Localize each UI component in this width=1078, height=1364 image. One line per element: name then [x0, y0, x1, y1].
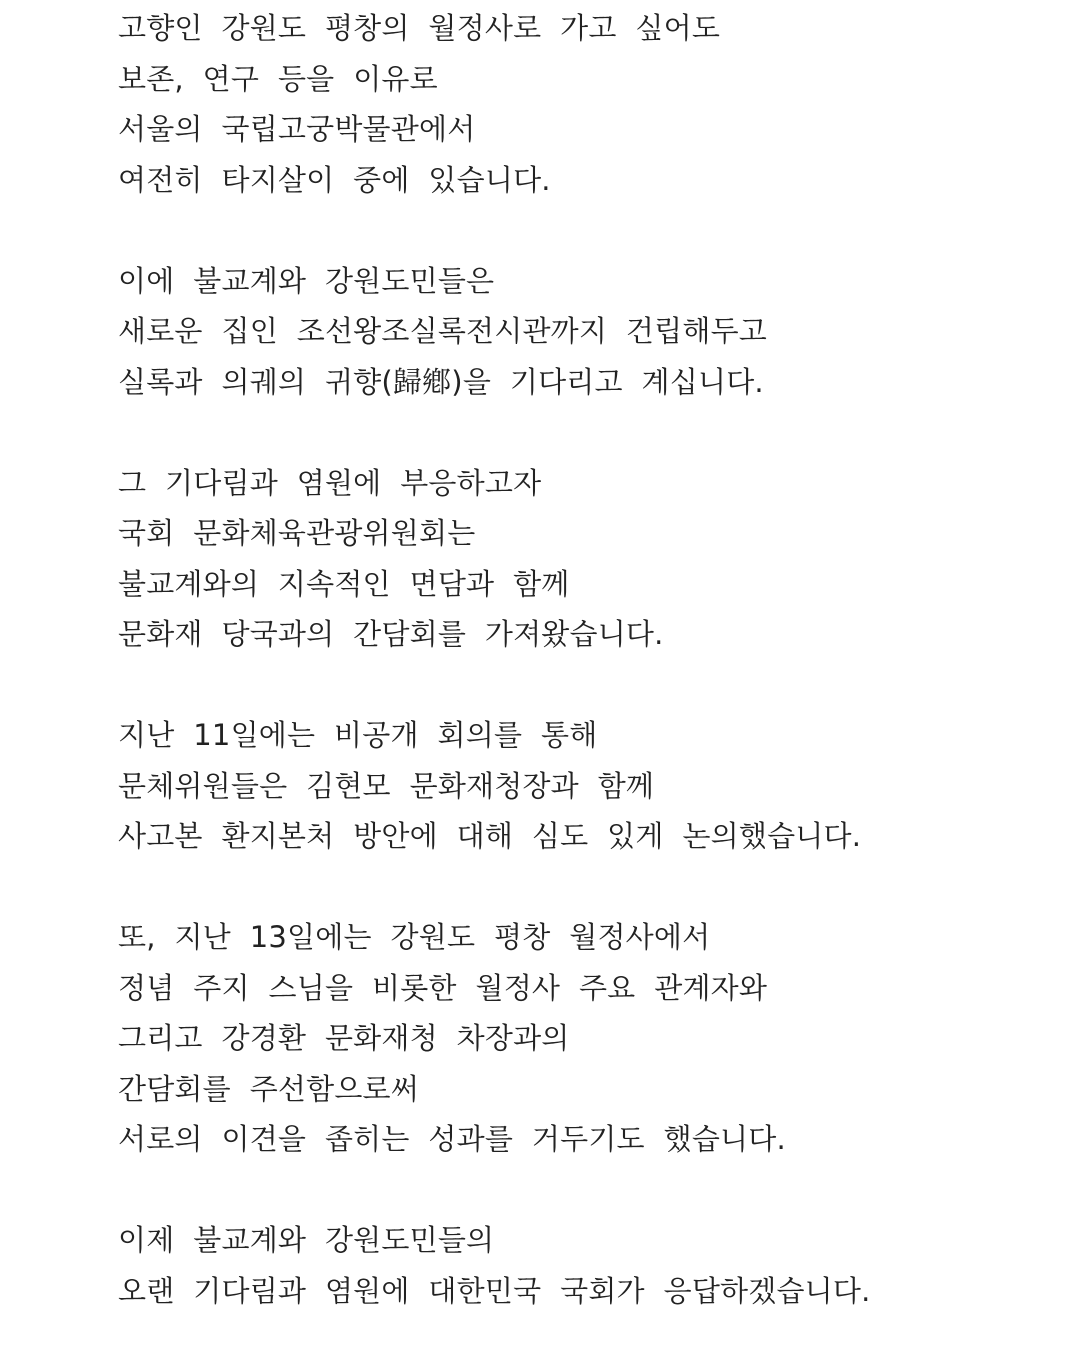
text-line: 보존, 연구 등을 이유로: [118, 61, 438, 96]
text-line: 문체위원들은 김현모 문화재청장과 함께: [118, 768, 655, 803]
text-line: 서울의 국립고궁박물관에서: [118, 112, 476, 146]
text-line: 실록과 의궤의 귀향(歸鄕)을 기다리고 계십니다.: [118, 364, 764, 399]
paragraph-1: [118, 0, 1058, 202]
paragraph-5: [118, 909, 1058, 1162]
text-line: 정념 주지 스님을 비롯한 월정사 주요 관계자와: [118, 970, 768, 1005]
paragraph-4: [118, 707, 1058, 859]
text-line: 또, 지난 13일에는 강원도 평창 월정사에서: [118, 920, 711, 954]
text-line: 서로의 이견을 좁히는 성과를 거두기도 했습니다.: [118, 1122, 786, 1156]
text-line: 지난 11일에는 비공개 회의를 통해: [118, 718, 598, 752]
text-line: 문화재 당국과의 간담회를 가져왔습니다.: [118, 617, 664, 651]
text-line: 그리고 강경환 문화재청 차장과의: [118, 1021, 570, 1055]
paragraph-2: [118, 253, 1058, 405]
text-line: 새로운 집인 조선왕조실록전시관까지 건립해두고: [118, 314, 768, 348]
text-line: 고향인 강원도 평창의 월정사로 가고 싶어도: [118, 11, 721, 45]
text-line: 불교계와의 지속적인 면담과 함께: [118, 566, 570, 601]
document-body: [118, 0, 1058, 1364]
text-line: 그 기다림과 염원에 부응하고자: [118, 465, 542, 500]
text-line: 국회 문화체육관광위원회는: [118, 516, 476, 550]
text-line: 여전히 타지살이 중에 있습니다.: [118, 162, 551, 197]
text-line: 오랜 기다림과 염원에 대한민국 국회가 응답하겠습니다.: [118, 1273, 871, 1308]
paragraph-6: [118, 1212, 1058, 1313]
text-line: 이제 불교계와 강원도민들의: [118, 1223, 495, 1257]
text-line: 이에 불교계와 강원도민들은: [118, 263, 495, 298]
text-line: 간담회를 주선함으로써: [118, 1071, 419, 1106]
paragraph-3: [118, 455, 1058, 657]
text-line: 사고본 환지본처 방안에 대해 심도 있게 논의했습니다.: [118, 819, 862, 853]
